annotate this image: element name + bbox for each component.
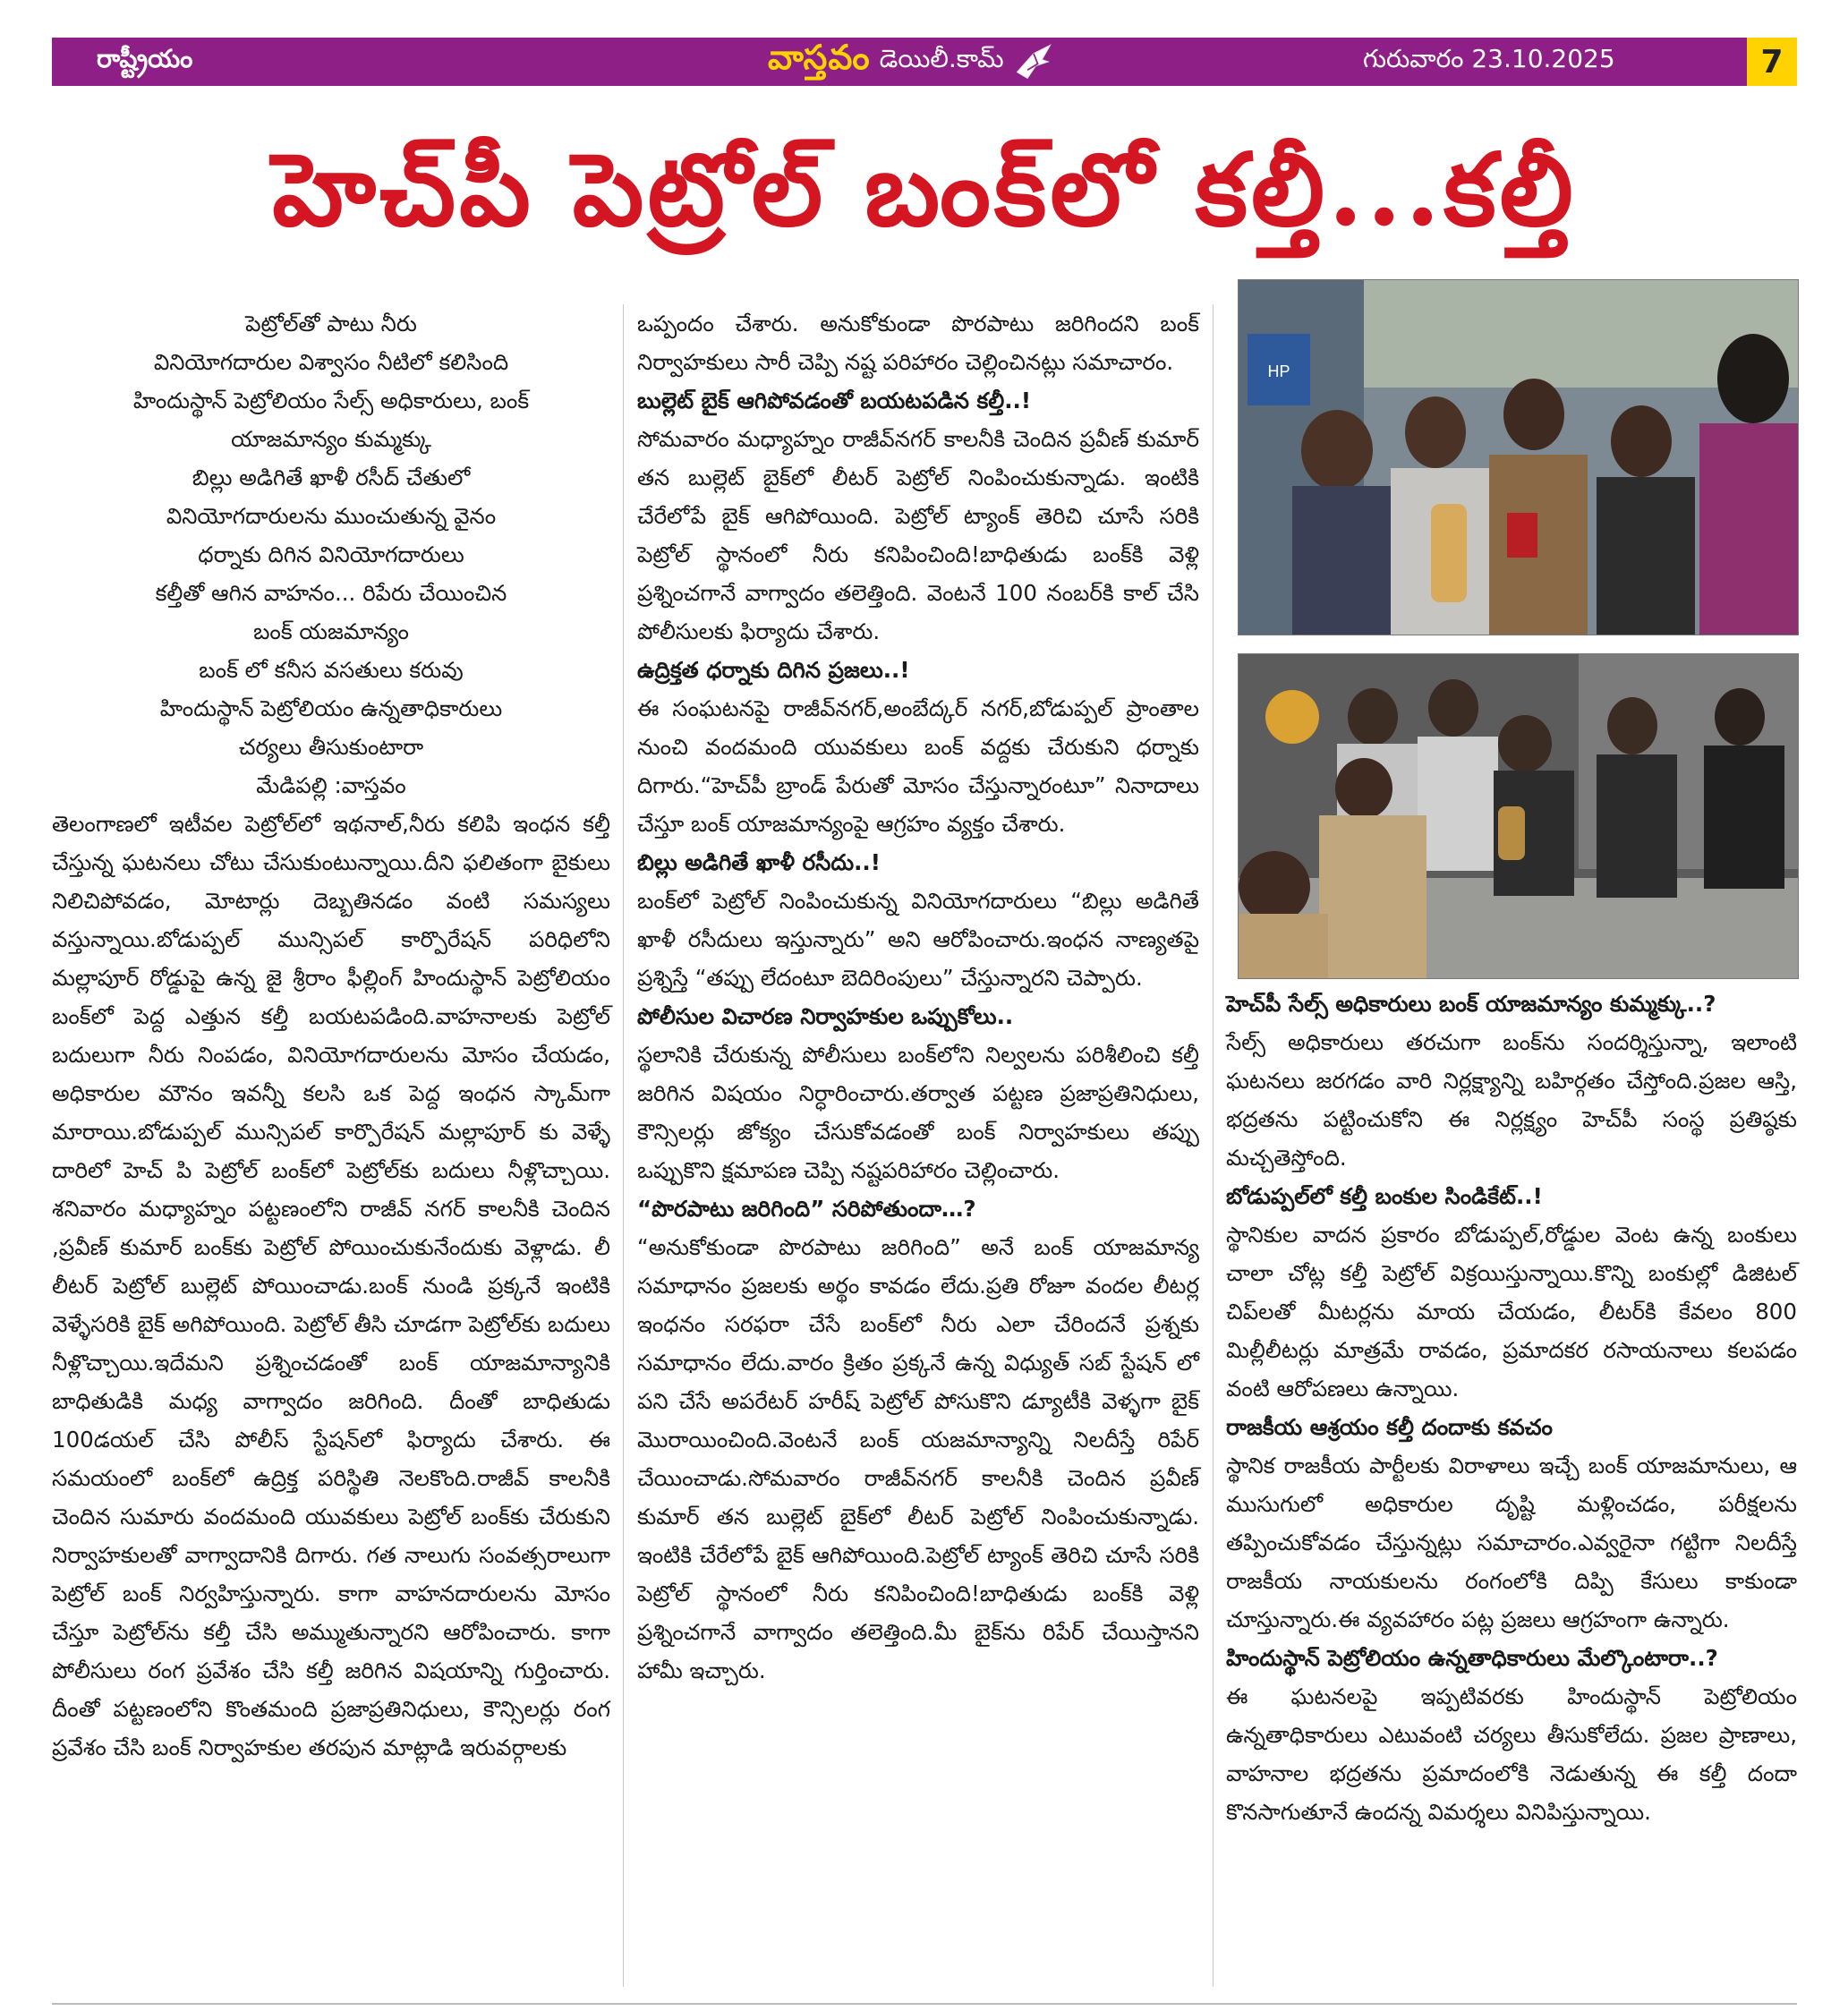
page-number: 7: [1747, 38, 1797, 86]
subheading: రాజకీయ ఆశ్రయం కల్తీ దందాకు కవచం: [1226, 1414, 1553, 1440]
dateline: మేడిపల్లి :వాస్తవం: [256, 772, 406, 798]
body-paragraph: సోమవారం మధ్యాహ్నం రాజీవ్‌నగర్ కాలనీకి చెందిన ప్రవీణ్ కుమార్ తన బుల్లెట్ బైక్‌లో లీటర్ పెట్రోల్ నింపించుకున్నాడు. ఇంటికి చేరేలోపే బైక్ ఆగిపోయింది. పెట్రోల్ ట్యాంక్ తెరిచి చూసే సరికి పెట్రోల్ స్థానంలో నీరు కనిపించింది!బాధితుడు బంక్‌కి వెళ్లి ప్రశ్నించగానే వాగ్వాదం తలెత్తింది. వెంటనే 100 నంబర్‌కి కాల్ చేసి పోలీసులకు ఫిర్యాదు చేశారు.: [637, 426, 1199, 644]
body-paragraph: సేల్స్ అధికారులు తరచుగా బంక్‌ను సందర్శిస్తున్నా, ఇలాంటి ఘటనలు జరగడం వారి నిర్లక్ష్యాన్ని బహిర్గతం చేస్తోంది.ప్రజల ఆస్తి, భద్రతను పట్టించుకోని ఈ నిర్లక్ష్యం హెచ్‌పీ సంస్థ ప్రతిష్ఠకు మచ్చతెస్తోంది.: [1226, 1029, 1797, 1171]
news-photo-interview: [1238, 279, 1799, 635]
column-divider: [1213, 304, 1214, 1987]
issue-date: గురువారం 23.10.2025: [1363, 44, 1615, 73]
bottom-rule: [52, 2003, 1797, 2005]
summary-line: బంక్ లో కనీస వసతులు కరువు: [199, 657, 464, 683]
summary-line: ధర్నాకు దిగిన వినియోగదారులు: [198, 541, 464, 567]
subheading: హిందుస్థాన్ పెట్రోలియం ఉన్నతాధికారులు మేల్కొంటారా..?: [1226, 1645, 1718, 1671]
summary-line: బిల్లు అడిగితే ఖాళీ రసీద్ చేతులో: [192, 464, 471, 490]
column-2: [637, 304, 1199, 1690]
summary-line: హిందుస్థాన్ పెట్రోలియం సేల్స్ అధికారులు, బంక్: [132, 388, 530, 413]
subheading: బిల్లు అడిగితే ఖాళీ రసీదు..!: [637, 849, 881, 875]
summary-line: యాజమాన్యం కుమ్మక్కు: [231, 426, 431, 452]
masthead: [768, 38, 1054, 86]
summary-line: పెట్రోల్‌తో పాటు నీరు: [245, 311, 417, 337]
column-3: [1226, 984, 1797, 1831]
body-paragraph: స్థలానికి చేరుకున్న పోలీసులు బంక్‌లోని నిల్వలను పరిశీలించి కల్తీ జరిగిన విషయం నిర్ధారించారు.తర్వాత పట్టణ ప్రజాప్రతినిధులు, కౌన్సిలర్లు జోక్యం చేసుకోవడంతో బంక్ నిర్వాహకులు తప్పు ఒప్పుకొని క్షమాపణ చెప్పి నష్టపరిహారం చెల్లించారు.: [637, 1042, 1199, 1183]
hp-logo-text: HP: [1267, 362, 1290, 380]
body-paragraph: ఈ సంఘటనపై రాజీవ్‌నగర్,అంబేద్కర్ నగర్,బోడుప్పల్ ప్రాంతాల నుంచి వందమంది యువకులు బంక్ వద్దకు చేరుకుని ధర్నాకు దిగారు.“హెచ్‌పీ బ్రాండ్ పేరుతో మోసం చేస్తున్నారంటూ” నినాదాలు చేస్తూ బంక్ యాజమాన్యంపై ఆగ్రహం వ్యక్తం చేశారు.: [637, 695, 1199, 837]
subheading: బోడుప్పల్‌లో కల్తీ బంకుల సిండికేట్..!: [1226, 1183, 1543, 1209]
headline: హెచ్‌పీ పెట్రోల్ బంక్‌లో కల్తీ...కల్తీ: [272, 132, 1577, 249]
subheading: బుల్లెట్ బైక్ ఆగిపోవడంతో బయటపడిన కల్తీ..!: [637, 388, 1032, 413]
bird-logo-icon: [1013, 41, 1054, 82]
subheading: ఉద్రిక్తత ధర్నాకు దిగిన ప్రజలు..!: [637, 657, 910, 683]
summary-line: బంక్ యజమాన్యం: [253, 618, 409, 644]
summary-line: వినియోగదారుల విశ్వాసం నీటిలో కలిసింది: [153, 349, 509, 375]
section-label: రాష్ట్రీయం: [97, 44, 193, 73]
body-paragraph: బంక్‌లో పెట్రోల్ నింపించుకున్న వినియోగదారులు “బిల్లు అడిగితే ఖాళీ రసీదులు ఇస్తున్నారు” అని ఆరోపించారు.ఇంధన నాణ్యతపై ప్రశ్నిస్తే “తప్పు లేదంటూ బెదిరింపులు” చేస్తున్నారని చెప్పారు.: [637, 888, 1199, 991]
summary-line: వినియోగదారులను ముంచుతున్న వైనం: [166, 503, 497, 529]
body-paragraph: స్థానిక రాజకీయ పార్టీలకు విరాళాలు ఇచ్చే బంక్ యాజమానులు, ఆ ముసుగులో అధికారుల దృష్టి మళ్లించడం, పరీక్షలను తప్పించుకోవడం చేస్తున్నట్లు సమాచారం.ఎవ్వరైనా గట్టిగా నిలదీస్తే రాజకీయ నాయకులను రంగంలోకి దిప్పి కేసులు కాకుండా చూస్తున్నారు.ఈ వ్యవహారం పట్ల ప్రజలు ఆగ్రహంగా ఉన్నారు.: [1226, 1453, 1797, 1632]
column-divider: [623, 304, 624, 1987]
column-1: [52, 304, 610, 1767]
summary-line: కల్తీతో ఆగిన వాహనం... రిపేరు చేయించిన: [155, 580, 507, 606]
body-paragraph: స్థానికుల వాదన ప్రకారం బోడుప్పల్,రోడ్డుల వెంట ఉన్న బంకులు చాలా చోట్ల కల్తీ పెట్రోల్ విక్రయిస్తున్నాయి.కొన్ని బంకుల్లో డిజిటల్ చిప్‌లతో మీటర్లను మాయ చేయడం, లీటర్‌కి కేవలం 800 మిల్లీలీటర్లు మాత్రమే రావడం, ప్రమాదకర రసాయనాలు కలపడం వంటి ఆరోపణలు ఉన్నాయి.: [1226, 1222, 1797, 1402]
masthead-title: వాస్తవం: [768, 38, 871, 77]
body-paragraph: ఈ ఘటనలపై ఇప్పటివరకు హిందుస్థాన్ పెట్రోలియం ఉన్నతాధికారులు ఎటువంటి చర్యలు తీసుకోలేదు. ప్రజల ప్రాణాలు, వాహనాల భద్రతను ప్రమాదంలోకి నెడుతున్న ఈ కల్తీ దందా కొనసాగుతూనే ఉందన్న విమర్శలు వినిపిస్తున్నాయి.: [1226, 1683, 1797, 1825]
subheading: పోలీసుల విచారణ నిర్వాహకుల ఒప్పుకోలు..: [637, 1003, 1014, 1029]
body-paragraph: తెలంగాణలో ఇటీవల పెట్రోల్‌లో ఇథనాల్,నీరు కలిపి ఇంధన కల్తీ చేస్తున్న ఘటనలు చోటు చేసుకుంటున్నాయి.దీని ఫలితంగా బైకులు నిలిచిపోవడం, మోటార్లు దెబ్బతినడం వంటి సమస్యలు వస్తున్నాయి.బోడుప్పల్ మున్సిపల్ కార్పొరేషన్ పరిధిలోని మల్లాపూర్ రోడ్డుపై ఉన్న జై శ్రీరాం ఫీల్లింగ్ హిందుస్థాన్ పెట్రోలియం బంక్‌లో పెద్ద ఎత్తున కల్తీ బయటపడింది.వాహనాలకు పెట్రోల్ బదులుగా నీరు నింపడం, వినియోగదారులను మోసం చేయడం, అధికారుల మౌనం ఇవన్నీ కలసి ఒక పెద్ద ఇంధన స్కామ్‌గా మారాయి.బోడుప్పల్ మున్సిపల్ కార్పొరేషన్ మల్లాపూర్ కు వెళ్ళే దారిలో హెచ్ పి పెట్రోల్ బంక్‌లో పెట్రోల్‌కు బదులు నీళ్లొచ్చాయి. శనివారం మధ్యాహ్నం పట్టణంలోని రాజీవ్ నగర్ కాలనీకి చెందిన ,ప్రవీణ్ కుమార్ బంక్‌కు పెట్రోల్ పోయించుకునేందుకు వెళ్లాడు. లీ లీటర్ పెట్రోల్ బుల్లెట్ పోయించాడు.బంక్ నుండి ప్రక్కనే ఇంటికి వెళ్ళేసరికి బైక్ అగిపోయింది. పెట్రోల్ తీసి చూడగా పెట్రోల్‌కు బదులు నీళ్లొచ్చాయి.ఇదేమని ప్రశ్నించడంతో బంక్ యాజమాన్యానికి బాధితుడికి మధ్య వాగ్వాదం జరిగింది. దీంతో బాధితుడు 100డయల్ చేసి పోలీస్ స్టేషన్‌లో ఫిర్యాదు చేశారు. ఈ సమయంలో బంక్‌లో ఉద్రిక్త పరిస్థితి నెలకొంది.రాజీవ్ కాలనీకి చెందిన సుమారు వందమంది యువకులు పెట్రోల్ బంక్‌కు చేరుకుని నిర్వాహకులతో వాగ్వాదానికి దిగారు. గత నాలుగు సంవత్సరాలుగా పెట్రోల్ బంక్ నిర్వహిస్తున్నారు. కాగా వాహనదారులను మోసం చేస్తూ పెట్రోల్‌ను కల్తీ చేసి అమ్ముతున్నారని ఆరోపించారు. కాగా పోలీసులు రంగ ప్రవేశం చేసి కల్తీ జరిగిన విషయాన్ని గుర్తించారు. దీంతో పట్టణంలోని కొంతమంది ప్రజాప్రతినిధులు, కౌన్సిలర్లు రంగ ప్రవేశం చేసి బంక్ నిర్వాహకుల తరపున మాట్లాడి ఇరువర్గాలకు: [52, 811, 610, 1760]
subheading: హెచ్‌పీ సేల్స్ అధికారులు బంక్ యాజమాన్యం కుమ్మక్కు..?: [1226, 991, 1716, 1017]
summary-line: చర్యలు తీసుకుంటారా: [238, 734, 424, 760]
body-paragraph: “అనుకోకుండా పొరపాటు జరిగింది” అనే బంక్ యాజమాన్య సమాధానం ప్రజలకు అర్థం కావడం లేదు.ప్రతి రోజూ వందల లీటర్ల ఇంధనం సరఫరా చేసే బంక్‌లో నీరు ఎలా చేరిందనే ప్రశ్నకు సమాధానం లేదు.వారం క్రితం ప్రక్కనే ఉన్న విధ్యుత్ సబ్ స్టేషన్ లో పని చేసే అపరేటర్ హరీష్ పెట్రోల్ పోసుకొని డ్యూటీకి వెళ్ళగా బైక్ మొరాయించింది.వెంటనే బంక్ యజమాన్యాన్ని నిలదీస్తే రిపేర్ చేయించాడు.సోమవారం రాజీవ్‌నగర్ కాలనీకి చెందిన ప్రవీణ్ కుమార్ తన బుల్లెట్ బైక్‌లో లీటర్ పెట్రోల్ నింపించుకున్నాడు. ఇంటికి చేరేలోపే బైక్ ఆగిపోయింది.పెట్రోల్ ట్యాంక్ తెరిచి చూసే సరికి పెట్రోల్ స్థానంలో నీరు కనిపించింది!బాధితుడు బంక్‌కి వెళ్లి ప్రశ్నించగానే వాగ్వాదం తలెత్తింది.మీ బైక్‌ను రిపేర్ చేయిస్తానని హామీ ఇచ్చారు.: [637, 1234, 1199, 1683]
news-photo-police: [1238, 653, 1799, 979]
masthead-website: డెయిలీ.కామ్: [879, 44, 1004, 73]
summary-line: హిందుస్థాన్ పెట్రోలియం ఉన్నతాధికారులు: [159, 695, 503, 721]
subheading: “పొరపాటు జరిగింది” సరిపోతుందా…?: [637, 1196, 976, 1222]
photo-police-image: [1239, 654, 1798, 978]
body-paragraph: ఒప్పందం చేశారు. అనుకోకుండా పొరపాటు జరిగిందని బంక్ నిర్వాహకులు సారీ చెప్పి నష్ట పరిహారం చెల్లించినట్లు సమాచారం.: [637, 311, 1199, 375]
photo-interview-image: [1239, 280, 1798, 635]
header-band: [52, 38, 1797, 86]
